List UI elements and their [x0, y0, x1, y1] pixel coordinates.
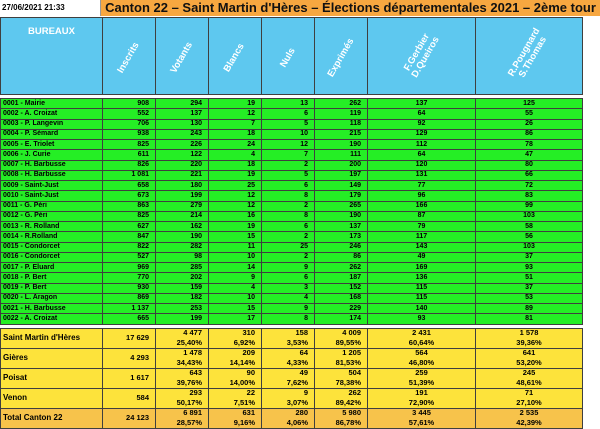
table-cell: 56 [476, 232, 583, 242]
summary-percent: 4,06% [262, 418, 315, 428]
table-cell: 15 [209, 232, 262, 242]
table-cell: 103 [476, 211, 583, 221]
table-row [1, 314, 583, 324]
summary-percent: 6,92% [209, 338, 262, 348]
table-cell: 120 [368, 160, 476, 170]
header-candidate-2: R.Pougnard S.Thomas [476, 18, 583, 95]
summary-percent: 27,10% [476, 398, 583, 408]
table-cell: 19 [209, 170, 262, 180]
table-cell: 8 [262, 211, 315, 221]
table-row [1, 170, 583, 180]
table-cell: 863 [103, 201, 156, 211]
table-cell: 246 [315, 242, 368, 252]
table-cell: 9 [209, 273, 262, 283]
table-cell: 262 [315, 99, 368, 109]
summary-percent: 3,53% [262, 338, 315, 348]
table-cell: 137 [368, 99, 476, 109]
table-cell: 229 [315, 304, 368, 314]
table-cell: 14 [209, 263, 262, 273]
table-cell: 9 [262, 304, 315, 314]
summary-value: 631 [209, 408, 262, 418]
summary-percent: 4,33% [262, 358, 315, 368]
summary-percent: 72,90% [368, 398, 476, 408]
table-cell: 10 [209, 293, 262, 303]
page-title: Canton 22 – Saint Martin d'Hères – Élections départementales 2021 – 2ème tour [100, 0, 600, 16]
table-cell: 93 [476, 263, 583, 273]
table-row [1, 252, 583, 262]
summary-value: 643 [156, 368, 209, 378]
table-cell: 103 [476, 242, 583, 252]
table-cell: 627 [103, 222, 156, 232]
table-cell: 11 [209, 242, 262, 252]
table-cell: 25 [209, 181, 262, 191]
summary-percent: 9,16% [209, 418, 262, 428]
title-bar [0, 0, 600, 16]
bureau-name: 0016 - Condorcet [1, 252, 103, 262]
table-cell: 10 [209, 252, 262, 262]
summary-value: 504 [315, 368, 368, 378]
table-cell: 200 [315, 160, 368, 170]
table-cell: 166 [368, 201, 476, 211]
header-row [1, 18, 583, 95]
summary-value: 245 [476, 368, 583, 378]
table-cell: 7 [209, 119, 262, 129]
table-cell: 6 [262, 222, 315, 232]
table-cell: 190 [315, 211, 368, 221]
table-cell: 117 [368, 232, 476, 242]
table-cell: 285 [156, 263, 209, 273]
summary-value: 209 [209, 348, 262, 358]
table-cell: 825 [103, 211, 156, 221]
table-cell: 3 [262, 283, 315, 293]
table-cell: 2 [262, 252, 315, 262]
table-cell: 12 [209, 191, 262, 201]
table-cell: 825 [103, 140, 156, 150]
summary-value: 158 [262, 328, 315, 338]
bureau-name: 0014 - R.Rolland [1, 232, 103, 242]
bureau-name: 0018 - P. Bert [1, 273, 103, 283]
table-cell: 173 [315, 232, 368, 242]
table-cell: 112 [368, 140, 476, 150]
table-cell: 86 [315, 252, 368, 262]
table-cell: 253 [156, 304, 209, 314]
table-cell: 12 [209, 109, 262, 119]
table-cell: 2 [262, 201, 315, 211]
table-cell: 136 [368, 273, 476, 283]
summary-inscrits: 24 123 [103, 408, 156, 428]
table-cell: 197 [315, 170, 368, 180]
summary-row [1, 348, 583, 358]
bureau-name: 0008 - H. Barbusse [1, 170, 103, 180]
summary-percent: 86,78% [315, 418, 368, 428]
table-row [1, 283, 583, 293]
table-row [1, 140, 583, 150]
summary-value: 5 980 [315, 408, 368, 418]
header-votants: Votants [156, 18, 209, 95]
summary-percent: 81,53% [315, 358, 368, 368]
table-cell: 93 [368, 314, 476, 324]
table-cell: 37 [476, 283, 583, 293]
table-cell: 770 [103, 273, 156, 283]
table-cell: 4 [262, 293, 315, 303]
table-cell: 131 [368, 170, 476, 180]
table-cell: 118 [315, 119, 368, 129]
table-row [1, 129, 583, 139]
table-cell: 826 [103, 160, 156, 170]
table-cell: 706 [103, 119, 156, 129]
bureau-name: 0007 - H. Barbusse [1, 160, 103, 170]
summary-label: Saint Martin d'Hères [1, 328, 103, 348]
table-cell: 6 [262, 109, 315, 119]
bureau-name: 0015 - Condorcet [1, 242, 103, 252]
table-cell: 215 [315, 129, 368, 139]
table-cell: 26 [476, 119, 583, 129]
table-row [1, 99, 583, 109]
summary-value: 9 [262, 388, 315, 398]
table-row [1, 119, 583, 129]
table-cell: 5 [262, 119, 315, 129]
header-bureaux: BUREAUX [1, 18, 103, 95]
summary-row [1, 368, 583, 378]
table-cell: 179 [315, 191, 368, 201]
summary-percent: 25,40% [156, 338, 209, 348]
summary-value: 1 578 [476, 328, 583, 338]
summary-value: 280 [262, 408, 315, 418]
summary-value: 90 [209, 368, 262, 378]
table-cell: 37 [476, 252, 583, 262]
table-cell: 282 [156, 242, 209, 252]
table-cell: 611 [103, 150, 156, 160]
table-cell: 162 [156, 222, 209, 232]
header-nuls: Nuls [262, 18, 315, 95]
table-cell: 8 [262, 314, 315, 324]
summary-label: Venon [1, 388, 103, 408]
table-cell: 13 [262, 99, 315, 109]
table-cell: 149 [315, 181, 368, 191]
table-cell: 226 [156, 140, 209, 150]
summary-inscrits: 1 617 [103, 368, 156, 388]
summary-percent: 46,80% [368, 358, 476, 368]
summary-percent: 42,39% [476, 418, 583, 428]
table-cell: 98 [156, 252, 209, 262]
table-cell: 64 [368, 150, 476, 160]
summary-percent: 34,43% [156, 358, 209, 368]
table-cell: 199 [156, 191, 209, 201]
table-cell: 25 [262, 242, 315, 252]
summary-label: Total Canton 22 [1, 408, 103, 428]
table-cell: 159 [156, 283, 209, 293]
table-row [1, 201, 583, 211]
table-cell: 64 [368, 109, 476, 119]
table-cell: 92 [368, 119, 476, 129]
table-cell: 99 [476, 201, 583, 211]
table-cell: 55 [476, 109, 583, 119]
summary-value: 293 [156, 388, 209, 398]
table-cell: 658 [103, 181, 156, 191]
summary-value: 64 [262, 348, 315, 358]
bureau-name: 0021 - H. Barbusse [1, 304, 103, 314]
summary-value: 1 478 [156, 348, 209, 358]
table-cell: 87 [368, 211, 476, 221]
table-row [1, 273, 583, 283]
summary-percent: 53,20% [476, 358, 583, 368]
table-cell: 9 [262, 263, 315, 273]
summary-value: 4 477 [156, 328, 209, 338]
table-cell: 137 [315, 222, 368, 232]
table-cell: 4 [209, 283, 262, 293]
table-cell: 220 [156, 160, 209, 170]
table-cell: 10 [262, 129, 315, 139]
summary-value: 2 535 [476, 408, 583, 418]
table-cell: 122 [156, 150, 209, 160]
summary-value: 259 [368, 368, 476, 378]
summary-label: Gières [1, 348, 103, 368]
summary-value: 262 [315, 388, 368, 398]
table-cell: 130 [156, 119, 209, 129]
table-cell: 262 [315, 263, 368, 273]
summary-inscrits: 4 293 [103, 348, 156, 368]
table-cell: 4 [209, 150, 262, 160]
summary-percent: 51,39% [368, 378, 476, 388]
bureau-name: 0022 - A. Croizat [1, 314, 103, 324]
table-cell: 969 [103, 263, 156, 273]
summary-value: 3 445 [368, 408, 476, 418]
summary-value: 641 [476, 348, 583, 358]
bureau-name: 0013 - R. Rolland [1, 222, 103, 232]
table-row [1, 293, 583, 303]
table-row [1, 181, 583, 191]
header-blancs: Blancs [209, 18, 262, 95]
summary-percent: 50,17% [156, 398, 209, 408]
summary-value: 191 [368, 388, 476, 398]
table-cell: 119 [315, 109, 368, 119]
summary-value: 310 [209, 328, 262, 338]
summary-value: 2 431 [368, 328, 476, 338]
table-cell: 182 [156, 293, 209, 303]
summary-inscrits: 584 [103, 388, 156, 408]
table-cell: 12 [209, 201, 262, 211]
header-candidate-1: F.Gerbier D.Queiros [368, 18, 476, 95]
timestamp: 27/06/2021 21:33 [0, 0, 100, 16]
summary-row [1, 328, 583, 338]
table-cell: 243 [156, 129, 209, 139]
bureau-name: 0011 - G. Péri [1, 201, 103, 211]
bureau-name: 0004 - P. Sémard [1, 129, 103, 139]
table-cell: 18 [209, 129, 262, 139]
table-cell: 7 [262, 150, 315, 160]
summary-value: 1 205 [315, 348, 368, 358]
bureau-name: 0002 - A. Croizat [1, 109, 103, 119]
table-cell: 190 [156, 232, 209, 242]
summary-percent: 14,00% [209, 378, 262, 388]
table-cell: 869 [103, 293, 156, 303]
summary-percent: 39,76% [156, 378, 209, 388]
header-exprimes: Exprimés [315, 18, 368, 95]
table-cell: 930 [103, 283, 156, 293]
table-cell: 80 [476, 160, 583, 170]
table-cell: 8 [262, 191, 315, 201]
table-cell: 847 [103, 232, 156, 242]
results-table [0, 17, 583, 429]
table-row [1, 191, 583, 201]
table-row [1, 242, 583, 252]
table-cell: 1 137 [103, 304, 156, 314]
summary-percent: 7,62% [262, 378, 315, 388]
table-row [1, 263, 583, 273]
table-cell: 137 [156, 109, 209, 119]
bureau-name: 0003 - P. Langevin [1, 119, 103, 129]
table-cell: 6 [262, 181, 315, 191]
table-cell: 49 [368, 252, 476, 262]
table-row [1, 304, 583, 314]
table-cell: 89 [476, 304, 583, 314]
summary-row [1, 388, 583, 398]
table-cell: 125 [476, 99, 583, 109]
summary-value: 4 009 [315, 328, 368, 338]
table-cell: 2 [262, 232, 315, 242]
bureau-name: 0006 - J. Curie [1, 150, 103, 160]
table-cell: 6 [262, 273, 315, 283]
table-cell: 19 [209, 99, 262, 109]
table-cell: 214 [156, 211, 209, 221]
table-cell: 24 [209, 140, 262, 150]
summary-percent: 7,51% [209, 398, 262, 408]
table-cell: 16 [209, 211, 262, 221]
table-row [1, 211, 583, 221]
table-cell: 79 [368, 222, 476, 232]
table-row [1, 222, 583, 232]
table-row [1, 232, 583, 242]
summary-percent: 14,14% [209, 358, 262, 368]
table-cell: 5 [262, 170, 315, 180]
table-cell: 140 [368, 304, 476, 314]
table-cell: 938 [103, 129, 156, 139]
bureau-name: 0020 - L. Aragon [1, 293, 103, 303]
table-cell: 199 [156, 314, 209, 324]
summary-percent: 28,57% [156, 418, 209, 428]
table-cell: 552 [103, 109, 156, 119]
table-cell: 17 [209, 314, 262, 324]
summary-percent: 39,36% [476, 338, 583, 348]
summary-value: 6 891 [156, 408, 209, 418]
table-cell: 86 [476, 129, 583, 139]
table-cell: 2 [262, 160, 315, 170]
table-row [1, 109, 583, 119]
table-cell: 169 [368, 263, 476, 273]
summary-value: 564 [368, 348, 476, 358]
summary-percent: 3,07% [262, 398, 315, 408]
table-cell: 18 [209, 160, 262, 170]
summary-value: 71 [476, 388, 583, 398]
table-cell: 168 [315, 293, 368, 303]
table-cell: 180 [156, 181, 209, 191]
table-cell: 187 [315, 273, 368, 283]
summary-percent: 89,42% [315, 398, 368, 408]
table-cell: 51 [476, 273, 583, 283]
bureau-name: 0005 - E. Triolet [1, 140, 103, 150]
table-cell: 673 [103, 191, 156, 201]
summary-percent: 89,55% [315, 338, 368, 348]
bureau-name: 0010 - Saint-Just [1, 191, 103, 201]
summary-row [1, 408, 583, 418]
summary-percent: 60,64% [368, 338, 476, 348]
bureau-name: 0019 - P. Bert [1, 283, 103, 293]
table-row [1, 150, 583, 160]
table-cell: 83 [476, 191, 583, 201]
bureau-name: 0001 - Mairie [1, 99, 103, 109]
table-cell: 78 [476, 140, 583, 150]
table-cell: 822 [103, 242, 156, 252]
table-cell: 527 [103, 252, 156, 262]
summary-percent: 48,61% [476, 378, 583, 388]
table-cell: 53 [476, 293, 583, 303]
table-cell: 115 [368, 283, 476, 293]
table-cell: 58 [476, 222, 583, 232]
table-cell: 81 [476, 314, 583, 324]
table-cell: 143 [368, 242, 476, 252]
table-cell: 174 [315, 314, 368, 324]
table-cell: 19 [209, 222, 262, 232]
table-cell: 77 [368, 181, 476, 191]
table-row [1, 160, 583, 170]
summary-percent: 78,38% [315, 378, 368, 388]
table-cell: 221 [156, 170, 209, 180]
summary-label: Poisat [1, 368, 103, 388]
bureau-name: 0017 - P. Eluard [1, 263, 103, 273]
summary-inscrits: 17 629 [103, 328, 156, 348]
summary-percent: 57,61% [368, 418, 476, 428]
table-cell: 1 081 [103, 170, 156, 180]
table-cell: 908 [103, 99, 156, 109]
table-cell: 115 [368, 293, 476, 303]
table-cell: 152 [315, 283, 368, 293]
table-cell: 15 [209, 304, 262, 314]
table-cell: 111 [315, 150, 368, 160]
header-inscrits: Inscrits [103, 18, 156, 95]
bureaux-rows [1, 99, 583, 329]
table-cell: 47 [476, 150, 583, 160]
table-cell: 202 [156, 273, 209, 283]
table-cell: 294 [156, 99, 209, 109]
table-cell: 96 [368, 191, 476, 201]
bureau-name: 0009 - Saint-Just [1, 181, 103, 191]
summary-value: 22 [209, 388, 262, 398]
table-cell: 129 [368, 129, 476, 139]
table-cell: 265 [315, 201, 368, 211]
summary-rows [1, 328, 583, 428]
table-cell: 66 [476, 170, 583, 180]
summary-value: 49 [262, 368, 315, 378]
table-cell: 279 [156, 201, 209, 211]
table-cell: 665 [103, 314, 156, 324]
table-cell: 190 [315, 140, 368, 150]
table-cell: 72 [476, 181, 583, 191]
bureau-name: 0012 - G. Péri [1, 211, 103, 221]
table-cell: 12 [262, 140, 315, 150]
